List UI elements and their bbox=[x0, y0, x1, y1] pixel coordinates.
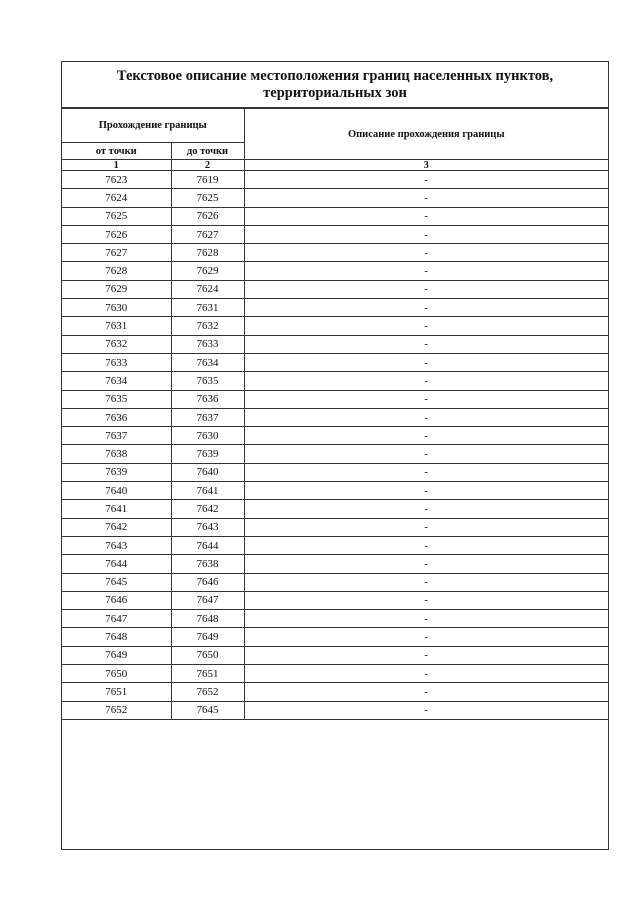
cell-to-point: 7637 bbox=[171, 408, 244, 426]
cell-description: - bbox=[244, 390, 608, 408]
cell-to-point: 7647 bbox=[171, 591, 244, 609]
cell-from-point: 7629 bbox=[62, 280, 171, 298]
cell-description: - bbox=[244, 536, 608, 554]
header-from-point: от точки bbox=[62, 143, 171, 160]
cell-description: - bbox=[244, 372, 608, 390]
cell-to-point: 7629 bbox=[171, 262, 244, 280]
table-row bbox=[62, 665, 608, 683]
header-col-2: 2 bbox=[171, 160, 244, 171]
cell-description: - bbox=[244, 353, 608, 371]
cell-from-point: 7631 bbox=[62, 317, 171, 335]
cell-description: - bbox=[244, 646, 608, 664]
cell-description: - bbox=[244, 573, 608, 591]
cell-from-point: 7628 bbox=[62, 262, 171, 280]
cell-from-point: 7646 bbox=[62, 591, 171, 609]
table-row bbox=[62, 280, 608, 298]
cell-description: - bbox=[244, 335, 608, 353]
cell-to-point: 7631 bbox=[171, 299, 244, 317]
cell-description: - bbox=[244, 317, 608, 335]
cell-to-point: 7638 bbox=[171, 555, 244, 573]
table-row bbox=[62, 189, 608, 207]
cell-from-point: 7638 bbox=[62, 445, 171, 463]
cell-from-point: 7623 bbox=[62, 171, 171, 189]
table-row bbox=[62, 317, 608, 335]
cell-description: - bbox=[244, 591, 608, 609]
cell-from-point: 7649 bbox=[62, 646, 171, 664]
table-row bbox=[62, 591, 608, 609]
cell-from-point: 7637 bbox=[62, 427, 171, 445]
table-row bbox=[62, 536, 608, 554]
cell-description: - bbox=[244, 610, 608, 628]
table-row bbox=[62, 610, 608, 628]
cell-to-point: 7636 bbox=[171, 390, 244, 408]
cell-description: - bbox=[244, 555, 608, 573]
cell-to-point: 7632 bbox=[171, 317, 244, 335]
header-passage: Прохождение границы bbox=[62, 109, 244, 143]
cell-description: - bbox=[244, 518, 608, 536]
cell-from-point: 7632 bbox=[62, 335, 171, 353]
cell-description: - bbox=[244, 482, 608, 500]
cell-to-point: 7634 bbox=[171, 353, 244, 371]
table-row bbox=[62, 628, 608, 646]
cell-from-point: 7636 bbox=[62, 408, 171, 426]
table-row bbox=[62, 701, 608, 719]
table-row bbox=[62, 299, 608, 317]
cell-from-point: 7647 bbox=[62, 610, 171, 628]
cell-from-point: 7640 bbox=[62, 482, 171, 500]
cell-from-point: 7630 bbox=[62, 299, 171, 317]
cell-from-point: 7626 bbox=[62, 225, 171, 243]
cell-to-point: 7651 bbox=[171, 665, 244, 683]
table-row bbox=[62, 225, 608, 243]
cell-description: - bbox=[244, 408, 608, 426]
table-row bbox=[62, 335, 608, 353]
table-row bbox=[62, 372, 608, 390]
cell-to-point: 7650 bbox=[171, 646, 244, 664]
table-row bbox=[62, 408, 608, 426]
cell-to-point: 7630 bbox=[171, 427, 244, 445]
table-row bbox=[62, 262, 608, 280]
table-row bbox=[62, 555, 608, 573]
cell-to-point: 7649 bbox=[171, 628, 244, 646]
table-row bbox=[62, 646, 608, 664]
table-row bbox=[62, 445, 608, 463]
cell-to-point: 7633 bbox=[171, 335, 244, 353]
cell-to-point: 7644 bbox=[171, 536, 244, 554]
title-line-1: Текстовое описание местоположения границ населенных пунктов, bbox=[116, 67, 554, 84]
cell-to-point: 7642 bbox=[171, 500, 244, 518]
cell-from-point: 7650 bbox=[62, 665, 171, 683]
cell-from-point: 7625 bbox=[62, 207, 171, 225]
table-row bbox=[62, 500, 608, 518]
cell-from-point: 7641 bbox=[62, 500, 171, 518]
cell-description: - bbox=[244, 262, 608, 280]
cell-description: - bbox=[244, 500, 608, 518]
cell-to-point: 7635 bbox=[171, 372, 244, 390]
table-row bbox=[62, 683, 608, 701]
table-row bbox=[62, 244, 608, 262]
cell-from-point: 7633 bbox=[62, 353, 171, 371]
cell-from-point: 7643 bbox=[62, 536, 171, 554]
cell-description: - bbox=[244, 427, 608, 445]
cell-description: - bbox=[244, 463, 608, 481]
cell-to-point: 7626 bbox=[171, 207, 244, 225]
cell-from-point: 7645 bbox=[62, 573, 171, 591]
cell-to-point: 7627 bbox=[171, 225, 244, 243]
cell-description: - bbox=[244, 683, 608, 701]
cell-description: - bbox=[244, 207, 608, 225]
cell-description: - bbox=[244, 189, 608, 207]
cell-description: - bbox=[244, 280, 608, 298]
cell-to-point: 7652 bbox=[171, 683, 244, 701]
cell-to-point: 7628 bbox=[171, 244, 244, 262]
table-row bbox=[62, 353, 608, 371]
cell-from-point: 7642 bbox=[62, 518, 171, 536]
table-row bbox=[62, 427, 608, 445]
cell-to-point: 7639 bbox=[171, 445, 244, 463]
cell-from-point: 7644 bbox=[62, 555, 171, 573]
header-col-1: 1 bbox=[62, 160, 171, 171]
cell-from-point: 7634 bbox=[62, 372, 171, 390]
cell-description: - bbox=[244, 665, 608, 683]
cell-from-point: 7635 bbox=[62, 390, 171, 408]
title-line-2: территориальных зон bbox=[263, 84, 407, 101]
cell-from-point: 7627 bbox=[62, 244, 171, 262]
header-to-point: до точки bbox=[171, 143, 244, 160]
cell-description: - bbox=[244, 628, 608, 646]
cell-description: - bbox=[244, 244, 608, 262]
header-description: Описание прохождения границы bbox=[244, 109, 608, 160]
table-body bbox=[62, 171, 608, 720]
cell-from-point: 7639 bbox=[62, 463, 171, 481]
cell-from-point: 7624 bbox=[62, 189, 171, 207]
header-col-3: 3 bbox=[244, 160, 608, 171]
cell-from-point: 7648 bbox=[62, 628, 171, 646]
cell-description: - bbox=[244, 299, 608, 317]
boundary-table bbox=[62, 108, 608, 720]
table-row bbox=[62, 573, 608, 591]
cell-from-point: 7651 bbox=[62, 683, 171, 701]
cell-from-point: 7652 bbox=[62, 701, 171, 719]
table-row bbox=[62, 482, 608, 500]
cell-to-point: 7619 bbox=[171, 171, 244, 189]
cell-description: - bbox=[244, 445, 608, 463]
table-row bbox=[62, 207, 608, 225]
cell-to-point: 7641 bbox=[171, 482, 244, 500]
document-title bbox=[62, 62, 608, 108]
cell-description: - bbox=[244, 171, 608, 189]
cell-to-point: 7643 bbox=[171, 518, 244, 536]
table-row bbox=[62, 518, 608, 536]
cell-to-point: 7625 bbox=[171, 189, 244, 207]
table-row bbox=[62, 463, 608, 481]
table-row bbox=[62, 171, 608, 189]
table-row bbox=[62, 390, 608, 408]
cell-description: - bbox=[244, 225, 608, 243]
cell-description: - bbox=[244, 701, 608, 719]
cell-to-point: 7624 bbox=[171, 280, 244, 298]
cell-to-point: 7645 bbox=[171, 701, 244, 719]
cell-to-point: 7640 bbox=[171, 463, 244, 481]
document-frame bbox=[61, 61, 609, 850]
cell-to-point: 7646 bbox=[171, 573, 244, 591]
cell-to-point: 7648 bbox=[171, 610, 244, 628]
